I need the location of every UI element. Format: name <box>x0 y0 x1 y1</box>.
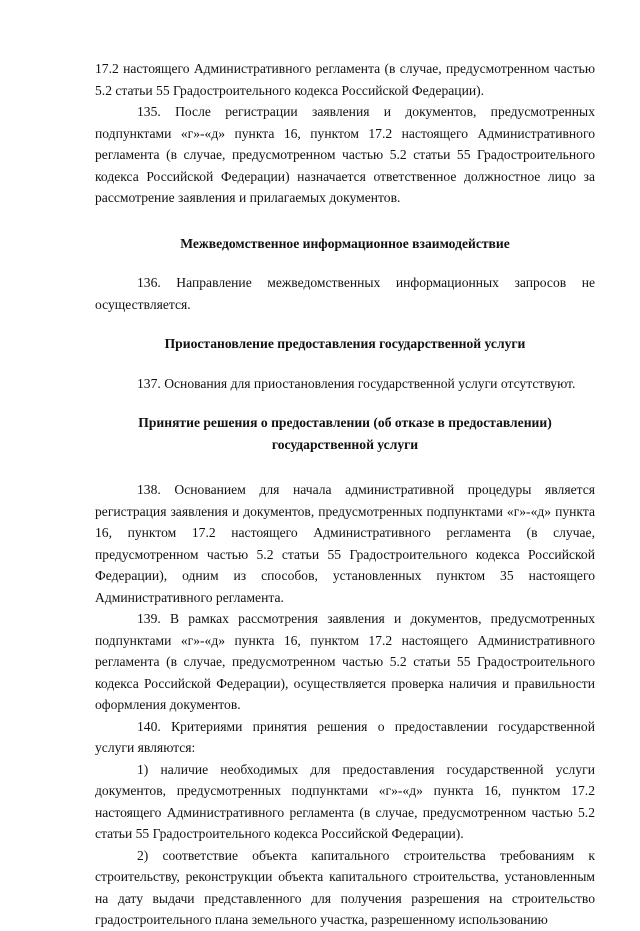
paragraph-140-item-1: 1) наличие необходимых для предоставления государственной услуги документов, предусмотренных подпунктами «г»-«д» пункта 16, пунктом 17.2 настоящего Административного регламента (в случае, предусмотренном частью 5.2 статьи 55 Градостроительного кодекса Российской Федерации). <box>95 761 595 841</box>
heading-suspension: Приостановление предоставления государственной услуги <box>164 336 526 351</box>
paragraph-137: 137. Основания для приостановления государственной услуги отсутствуют. <box>137 375 576 391</box>
paragraph-intro: 17.2 настоящего Административного регламента (в случае, предусмотренном частью 5.2 статьи 55 Градостроительного кодекса Российской Федерации). <box>95 61 595 98</box>
paragraph-139: 139. В рамках рассмотрения заявления и документов, предусмотренных подпунктами «г»-«д» пункта 16, пунктом 17.2 настоящего Административного регламента (в случае, предусмотренном частью 5.2 статьи 55 Градостроительного кодекса Российской Федерации), осуществляется проверка наличия и правильности оформления документов. <box>95 611 595 712</box>
paragraph-136: 136. Направление межведомственных информационных запросов не осуществляется. <box>95 275 595 312</box>
document-page <box>95 58 595 931</box>
heading-interagency: Межведомственное информационное взаимодействие <box>180 235 510 251</box>
heading-decision: Принятие решения о предоставлении (об отказе в предоставлении) государственной услуги <box>138 415 552 452</box>
paragraph-140-item-2: 2) соответствие объекта капитального строительства требованиям к строительству, реконструкции объекта капитального строительства, установленным на дату выдачи представленного для получения разрешения на строительство градостроительного плана земельного участка, разрешенному использованию <box>95 847 595 927</box>
paragraph-138: 138. Основанием для начала административной процедуры является регистрация заявления и документов, предусмотренных подпунктами «г»-«д» пункта 16, пунктом 17.2 настоящего Административного регламента (в случае, предусмотренном частью 5.2 статьи 55 Градостроительного кодекса Российской Федерации), одним из способов, установленных пунктом 35 настоящего Административного регламента. <box>95 482 595 605</box>
paragraph-135: 135. После регистрации заявления и документов, предусмотренных подпунктами «г»-«д» пункта 16, пунктом 17.2 настоящего Административного регламента (в случае, предусмотренном частью 5.2 статьи 55 Градостроительного кодекса Российской Федерации) назначается ответственное должностное лицо за рассмотрение заявления и прилагаемых документов. <box>95 104 595 205</box>
paragraph-140: 140. Критериями принятия решения о предоставлении государственной услуги являются: <box>95 718 595 755</box>
